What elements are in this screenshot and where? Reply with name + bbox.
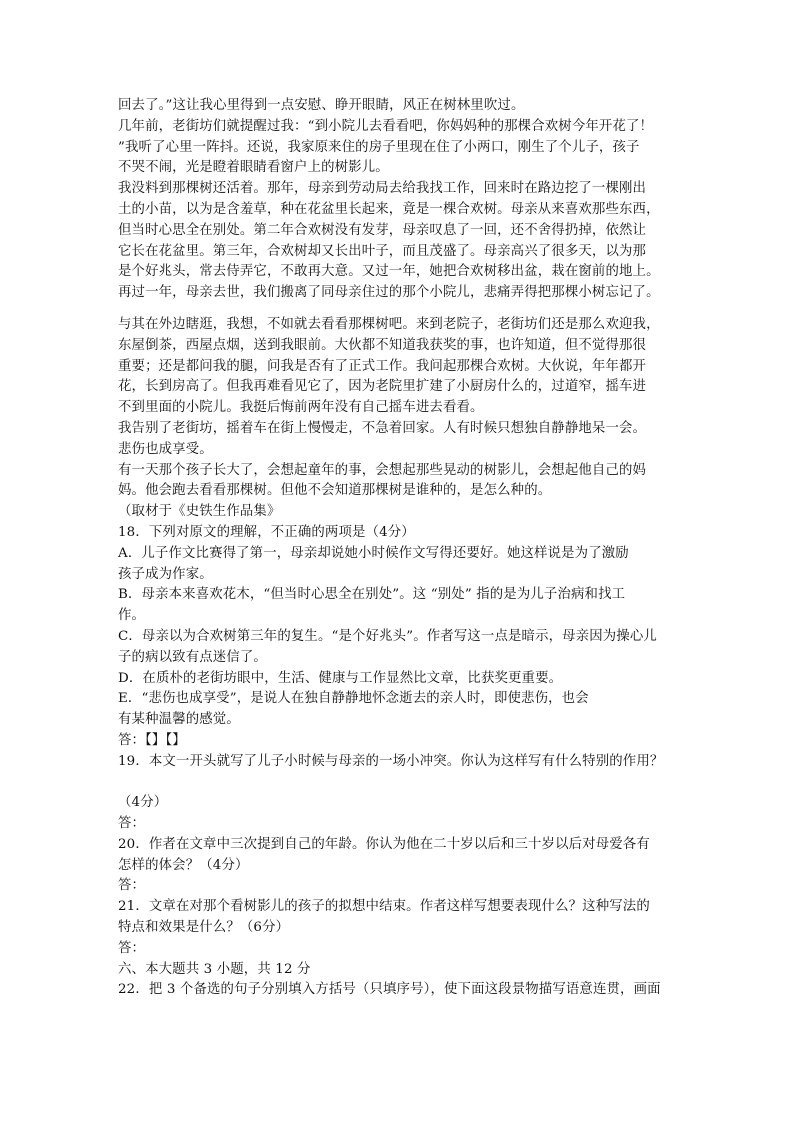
- answer-line: 答：: [118, 816, 146, 832]
- question-21-stem-cont: 特点和效果是什么？（6分）: [118, 920, 290, 936]
- blank-line: [118, 773, 678, 794]
- passage-line: 土的小苗，以为是含羞草，种在花盆里长起来，竟是一棵合欢树。母亲从来喜欢那些东西，: [118, 201, 660, 217]
- question-19-stem: 19．本文一开头就写了儿子小时候与母亲的一场小冲突。你认为这样写有什么特别的作用？: [118, 753, 664, 769]
- passage-line: 我没料到那棵树还活着。那年，母亲到劳动局去给我找工作，回来时在路边挖了一棵刚出: [118, 181, 647, 197]
- question-18-option-d: D．在质朴的老街坊眼中，生活、健康与工作显然比文章，比获奖更重要。: [118, 670, 563, 686]
- passage-line: 悲伤也成享受。: [118, 441, 213, 457]
- question-19-points: （4分）: [118, 795, 168, 811]
- question-18-option-a-cont: 孩子成为作家。: [118, 566, 213, 582]
- question-20-stem: 20．作者在文章中三次提到自己的年龄。你认为他在二十岁以后和三十岁以后对母爱各有: [118, 836, 650, 852]
- question-21-stem: 21．文章在对那个看树影儿的孩子的拟想中结束。作者这样写想要表现什么？这种写法的: [118, 899, 650, 915]
- answer-line: 答：: [118, 878, 146, 894]
- section-six-heading: 六、本大题共 3 小题，共 12 分: [118, 961, 311, 977]
- paragraph-gap: [118, 304, 678, 315]
- source-citation: （取材于《史铁生作品集》: [118, 504, 281, 520]
- passage-line: 它长在花盆里。第三年，合欢树却又长出叶子，而且茂盛了。母亲高兴了很多天，以为那: [118, 243, 647, 259]
- passage-line: 再过一年，母亲去世，我们搬离了同母亲住过的那个小院儿，悲痛弄得把那棵小树忘记了。: [118, 285, 660, 301]
- passage-line: 是个好兆头，常去侍弄它，不敢再大意。又过一年，她把合欢树移出盆，栽在窗前的地上。: [118, 264, 660, 280]
- question-18-option-a: A．儿子作文比赛得了第一，母亲却说她小时候作文写得还要好。她这样说是为了激励: [118, 545, 629, 561]
- question-20-stem-cont: 怎样的体会？（4分）: [118, 857, 249, 873]
- question-18-option-b: B．母亲本来喜欢花木，“但当时心思全在别处”。这 “别处” 指的是为儿子治病和找工: [118, 587, 626, 603]
- passage-line: 不到里面的小院儿。我挺后悔前两年没有自己摇车进去看看。: [118, 400, 484, 416]
- passage-line: 但当时心思全在别处。第二年合欢树没有发芽，母亲叹息了一回，还不舍得扔掉，依然让: [118, 222, 647, 238]
- passage-line: 我告别了老街坊，摇着车在街上慢慢走，不急着回家。人有时候只想独自静静地呆一会。: [118, 420, 647, 436]
- question-18-stem: 18．下列对原文的理解，不正确的两项是（4分）: [118, 524, 415, 540]
- passage-line: 花，长到房高了。但我再难看见它了，因为老院里扩建了小厨房什么的，过道窄，摇车进: [118, 379, 647, 395]
- passage-line: 有一天那个孩子长大了，会想起童年的事，会想起那些晃动的树影儿，会想起他自己的妈: [118, 462, 647, 478]
- passage-line: 回去了。”这让我心里得到一点安慰、睁开眼睛，风正在树林里吹过。: [118, 98, 525, 113]
- question-18-option-c-cont: 子的病以致有点迷信了。: [118, 649, 267, 665]
- passage-line: 重要；还是都问我的腿，问我是否有了正式工作。我问起那棵合欢树。大伙说，年年都开: [118, 358, 647, 374]
- question-22-stem: 22．把 3 个备选的句子分别填入方括号（只填序号），使下面这段景物描写语意连贯，画面: [118, 982, 661, 998]
- answer-line: 答：: [118, 940, 146, 956]
- question-18-option-b-cont: 作。: [118, 608, 146, 624]
- passage-line: 不哭不闹，光是瞪着眼睛看窗户上的树影儿。: [118, 160, 389, 176]
- passage-line: 东屋倒茶，西屋点烟，送到我眼前。大伙都不知道我获奖的事，也许知道，但不觉得那很: [118, 337, 647, 353]
- question-18-option-e-cont: 有某种温馨的感觉。: [118, 712, 240, 728]
- document-content: [118, 96, 678, 1001]
- question-18-option-c: C．母亲以为合欢树第三年的复生。“是个好兆头”。作者写这一点是暗示，母亲因为操心儿: [118, 628, 657, 644]
- passage-line: 与其在外边瞎逛，我想，不如就去看看那棵树吧。来到老院子，老街坊们还是那么欢迎我，: [118, 316, 660, 332]
- passage-line: ”我听了心里一阵抖。还说，我家原来住的房子里现在住了小两口，刚生了个儿子，孩子: [118, 139, 640, 155]
- passage-line: 几年前，老街坊们就提醒过我：“到小院儿去看看吧，你妈妈种的那棵合欢树今年开花了！: [118, 118, 654, 134]
- question-18-option-e: E．“悲伤也成享受”，是说人在独自静静地怀念逝去的亲人时，即使悲伤，也会: [118, 691, 589, 707]
- answer-line: 答：【】【】: [118, 732, 186, 748]
- passage-line: 妈。他会跑去看看那棵树。但他不会知道那棵树是谁种的，是怎么种的。: [118, 483, 552, 499]
